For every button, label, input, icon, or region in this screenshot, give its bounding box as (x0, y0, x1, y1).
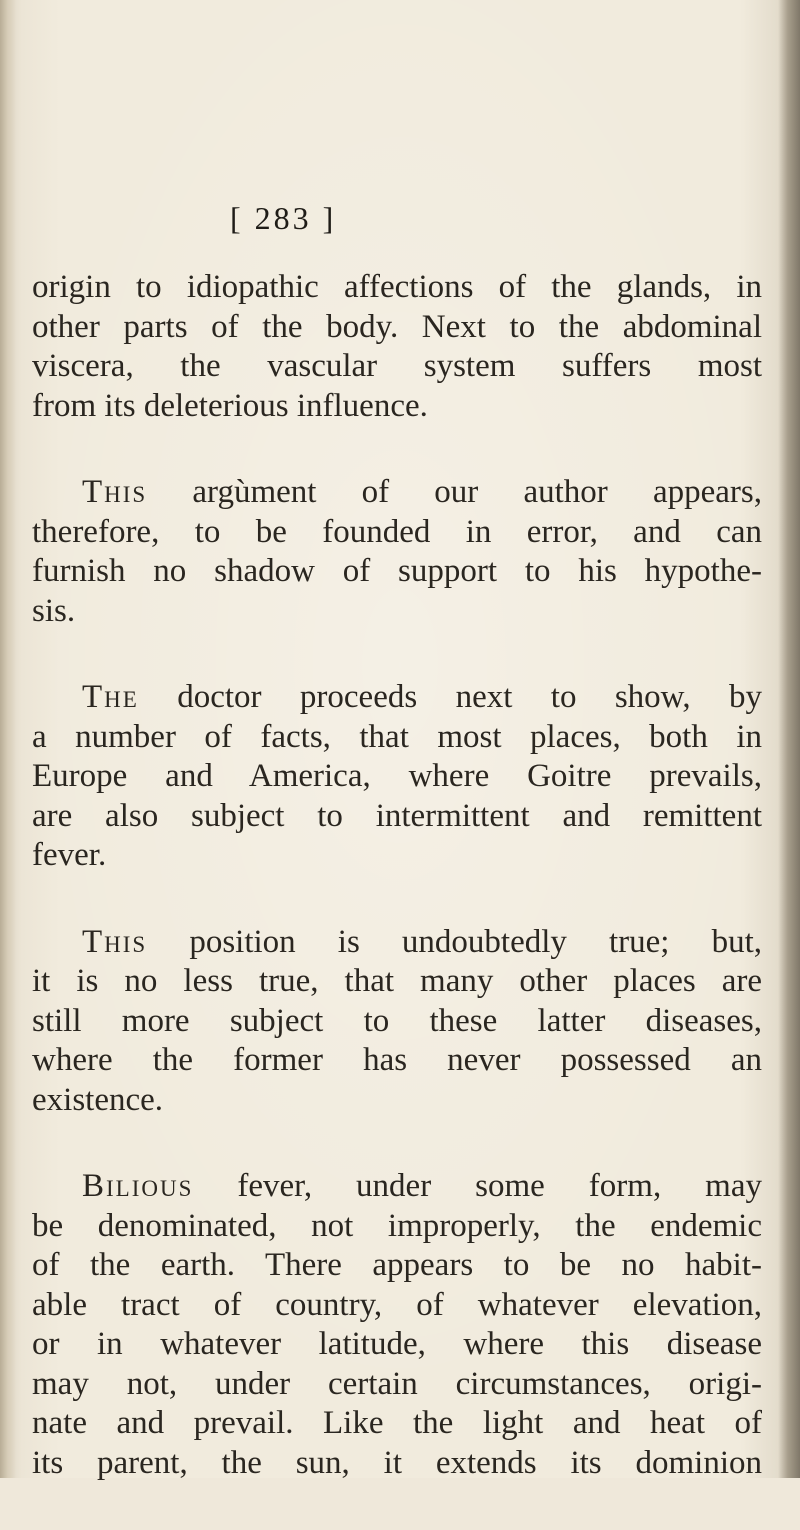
text-line-rest: position is undoubtedly true; but, (189, 923, 762, 960)
text-line-first (32, 678, 762, 718)
text-line: still more subject to these latter diseases, (32, 1002, 762, 1039)
text-line-first (32, 473, 762, 513)
paragraph-lead-word: Bilious (82, 1168, 194, 1204)
text-line: of the earth. There appears to be no habit- (32, 1247, 762, 1283)
text-line: from its deleterious influence. (32, 387, 428, 424)
text-line-rest: fever, under some form, may (237, 1168, 762, 1204)
text-line: are also subject to intermittent and remittent (32, 797, 762, 834)
page-left-edge (0, 0, 16, 1478)
text-line: able tract of country, of whatever elevation, (32, 1286, 762, 1323)
text-line-rest: doctor proceeds next to show, by (177, 679, 763, 715)
page-number: [ 283 ] (230, 200, 337, 236)
paragraph-3 (32, 678, 762, 876)
text-line: or in whatever latitude, where this disease (32, 1326, 762, 1362)
paragraph-2 (32, 473, 762, 631)
paragraph-lead-word: The (82, 679, 139, 715)
text-line-rest: argùment of our author appears, (192, 474, 762, 510)
text-line: furnish no shadow of support to his hypothe- (32, 553, 762, 589)
text-line: a number of facts, that most places, both in (32, 718, 762, 755)
text-line: nate and prevail. Like the light and heat of (32, 1405, 762, 1441)
paragraph-lead-word: This (82, 474, 148, 510)
text-line: its parent, the sun, it extends its dominion (32, 1444, 762, 1481)
text-line: sis. (32, 592, 76, 629)
body-text (32, 268, 762, 1530)
paragraph-lead-word: This (82, 923, 148, 960)
text-line: origin to idiopathic affections of the glands, in (32, 269, 762, 305)
text-line: be denominated, not improperly, the endemic (32, 1207, 762, 1244)
text-line-first (32, 923, 762, 963)
text-line: other parts of the body. Next to the abdominal (32, 308, 762, 345)
paragraph-5 (32, 1167, 762, 1483)
paragraph-4 (32, 923, 762, 1121)
text-line: where the former has never possessed an (32, 1042, 762, 1078)
paragraph-1 (32, 268, 762, 426)
text-line-first (32, 1167, 762, 1207)
text-line: it is no less true, that many other places are (32, 963, 762, 999)
text-line: Europe and America, where Goitre prevails, (32, 758, 762, 794)
text-line: fever. (32, 837, 107, 873)
text-line: therefore, to be founded in error, and can (32, 513, 762, 550)
text-line: existence. (32, 1081, 164, 1118)
text-line: may not, under certain circumstances, origi- (32, 1365, 762, 1402)
page-gutter-shadow (778, 0, 800, 1478)
text-line: viscera, the vascular system suffers most (32, 348, 762, 384)
